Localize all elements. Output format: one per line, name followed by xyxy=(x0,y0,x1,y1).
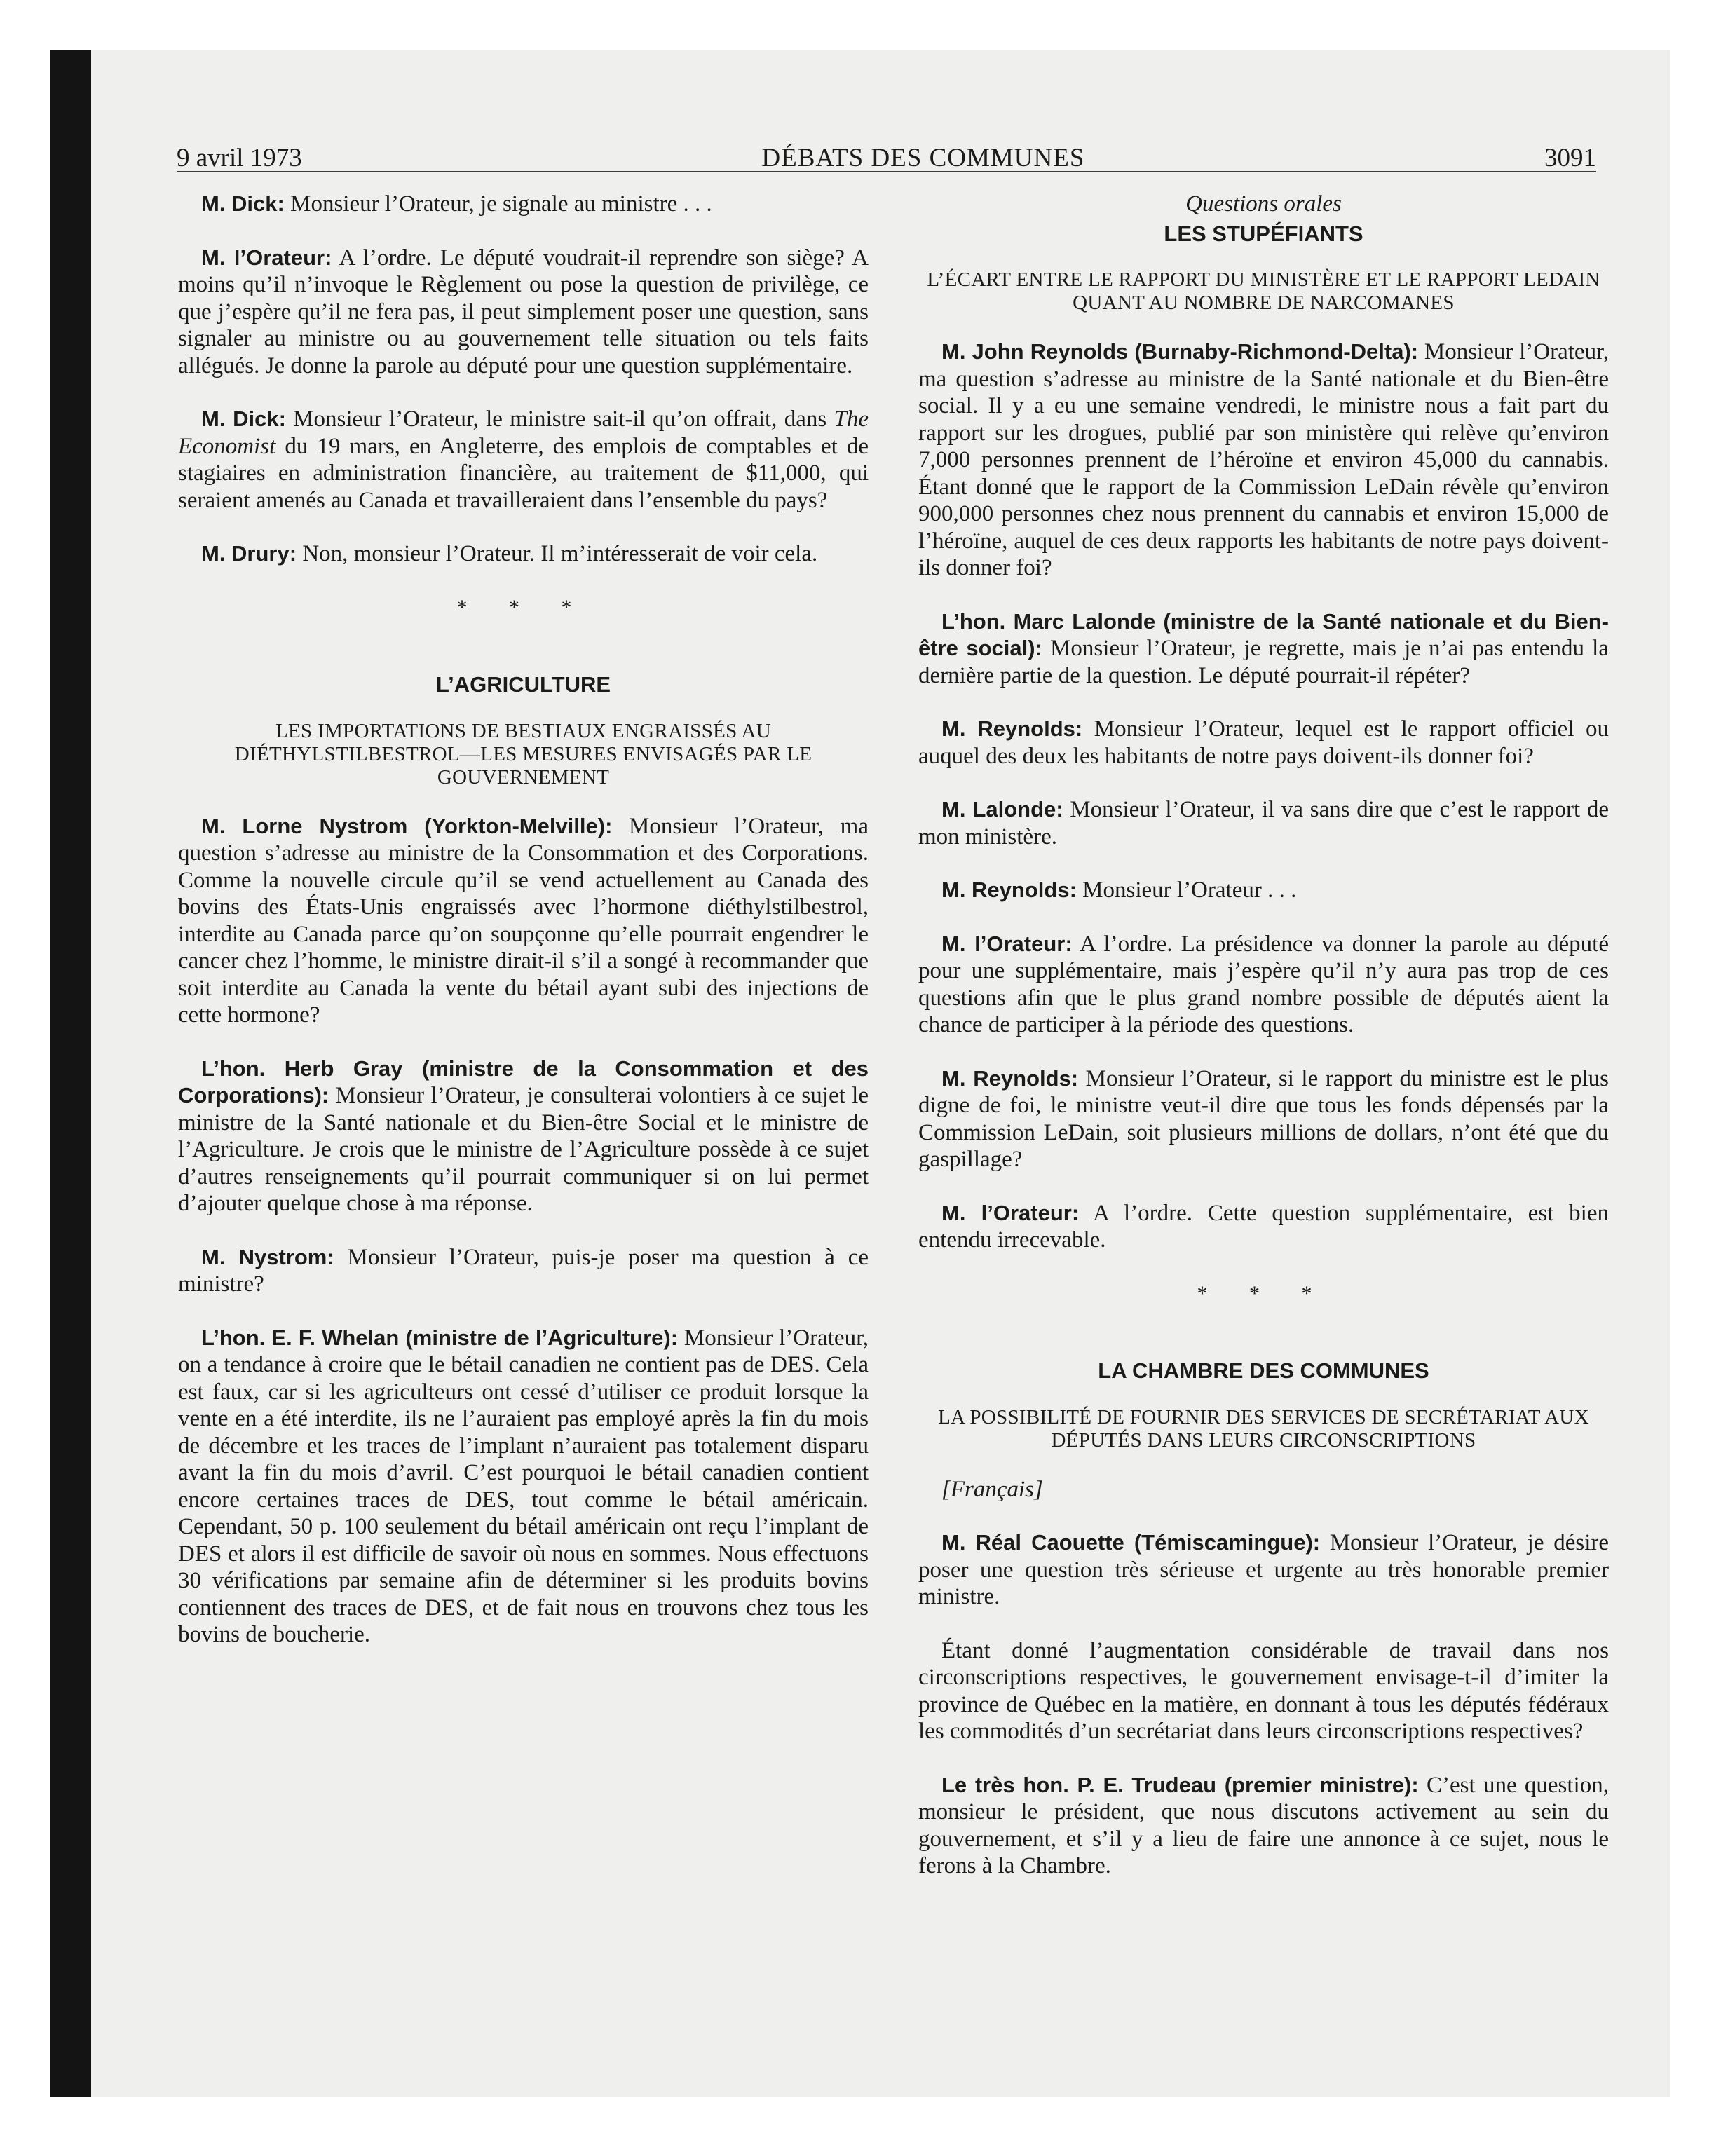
paragraph-text: A l’ordre. Le député voudrait-il reprendre son siège? A moins qu’il n’invoque le Règlement ou pose la question de privilège, ce que j’espère qu’il ne fera pas, il peut simplement poser une question, sans signaler au ministre ou au gouvernement telle situation ou tels faits allégués. Je donne la parole au député pour une question supplémentaire. xyxy=(178,245,869,378)
section-title: L’AGRICULTURE xyxy=(435,672,611,697)
left-column xyxy=(178,191,869,1675)
header-date: 9 avril 1973 xyxy=(177,144,302,172)
paragraph xyxy=(178,813,869,1029)
paragraph-text: A l’ordre. La présidence va donner la parole au député pour une supplémentaire, mais j’espère qu’il n’y aura pas trop de ces questions afin que le plus grand nombre possible de députés aient la chance de participer à la période des questions. xyxy=(918,931,1609,1037)
paragraph-text: Monsieur l’Orateur, le ministre sait-il qu’on offrait, dans xyxy=(285,407,834,432)
paragraph-text: Monsieur l’Orateur, ma question s’adresse au ministre de la Consommation et des Corporations. Comme la nouvelle circule qu’il se vend actuellement au Canada des bovins des États-Unis engraissés avec l’hormone diéthylstilbestrol, interdite au Canada parce qu’on soupçonne qu’elle pourrait engendrer le cancer chez l’homme, le ministre dirait-il s’il a songé à recommander que soit interdite au Canada la vente du bétail ayant subi des injections de cette hormone? xyxy=(178,813,869,1028)
right-column xyxy=(918,191,1609,1906)
speaker-name: M. Reynolds: xyxy=(941,878,1077,902)
speaker-name: L’hon. E. F. Whelan (ministre de l’Agriculture): xyxy=(201,1325,679,1350)
speaker-name: M. Réal Caouette (Témiscamingue): xyxy=(941,1530,1321,1555)
section-title: LES STUPÉFIANTS xyxy=(1164,221,1363,246)
paragraph-text: Non, monsieur l’Orateur. Il m’intéresserait de voir cela. xyxy=(297,541,818,566)
section-subtitle: LES IMPORTATIONS DE BESTIAUX ENGRAISSÉS AU DIÉTHYLSTILBESTROL—LES MESURES ENVISAGÉS PAR LE GOUVERNEMENT xyxy=(234,719,812,789)
section-subtitle: LA POSSIBILITÉ DE FOURNIR DES SERVICES DE SECRÉTARIAT AUX DÉPUTÉS DANS LEURS CIRCONSCRIPTIONS xyxy=(938,1405,1589,1452)
speaker-name: M. l’Orateur: xyxy=(941,1200,1080,1225)
speaker-name: M. Reynolds: xyxy=(941,1065,1079,1091)
speaker-name: M. Lorne Nystrom (Yorkton-Melville): xyxy=(201,813,613,838)
paragraph xyxy=(178,540,869,568)
section-subtitle: L’ÉCART ENTRE LE RAPPORT DU MINISTÈRE ET LE RAPPORT LEDAIN QUANT AU NOMBRE DE NARCOMANES xyxy=(927,268,1600,314)
paragraph-text: du 19 mars, en Angleterre, des emplois de comptables et de stagiaires en administration financière, au traitement de $11,000, qui seraient amenés au Canada et travailleraient dans l’ensemble du pays? xyxy=(178,433,869,513)
running-head xyxy=(177,137,1596,172)
paragraph-text: Monsieur l’Orateur, il va sans dire que c’est le rapport de mon ministère. xyxy=(918,797,1609,850)
paragraph xyxy=(178,245,869,380)
paragraph xyxy=(918,796,1609,850)
paragraph xyxy=(178,191,869,218)
paragraph-text: C’est une question, monsieur le président, que nous discutons activement au sein du gouvernement, et s’il y a lieu de faire une annonce à ce sujet, nous le ferons à la Chambre. xyxy=(918,1772,1609,1878)
paragraph xyxy=(178,1244,869,1298)
paragraph-text: Monsieur l’Orateur, puis-je poser ma question à ce ministre? xyxy=(178,1244,869,1297)
paragraph-text: A l’ordre. Cette question supplémentaire, est bien entendu irrecevable. xyxy=(918,1200,1609,1253)
paragraph-text: Monsieur l’Orateur, on a tendance à croire que le bétail canadien ne contient pas de DES. Cela est faux, car si les agriculteurs ont cessé d’utiliser ce produit lorsque la vente en a été interdite, ils ne l’auraient pas employé après la fin du mois de décembre et les traces de l’implant n’auraient pas totalement disparu avant la fin du mois d’avril. C’est pourquoi le bétail canadien contient encore certaines traces de DES, tout comme le bétail américain. Cependant, 50 p. 100 seulement du bétail américain ont reçu l’implant de DES et alors il est difficile de savoir où nous en sommes. Nous effectuons 30 vérifications par semaine afin de déterminer si les produits bovins contiennent des traces de DES, et de fait nous en trouvons chez tous les bovins de boucherie. xyxy=(178,1325,869,1647)
publication-title: The Economist xyxy=(178,407,869,459)
paragraph xyxy=(918,716,1609,770)
speaker-name: L’hon. Herb Gray (ministre de la Consommation et des Corporations): xyxy=(178,1056,869,1107)
speaker-name: M. Drury: xyxy=(201,541,297,566)
language-tag: [Français] xyxy=(941,1476,1043,1502)
speaker-name: M. Reynolds: xyxy=(941,716,1083,741)
paragraph xyxy=(178,406,869,514)
paragraph xyxy=(918,931,1609,1039)
paragraph xyxy=(178,1325,869,1649)
speaker-name: M. Dick: xyxy=(201,191,285,216)
paragraph xyxy=(918,1637,1609,1745)
paragraph-text: Monsieur l’Orateur, je désire poser une question très sérieuse et urgente au très honorable premier ministre. xyxy=(918,1530,1609,1609)
page-number: 3091 xyxy=(1544,144,1596,172)
paragraph xyxy=(918,877,1609,904)
paragraph xyxy=(918,1200,1609,1254)
paragraph xyxy=(918,339,1609,582)
speaker-name: M. Lalonde: xyxy=(941,797,1063,821)
paragraph xyxy=(918,608,1609,690)
paragraph-text: Monsieur l’Orateur, si le rapport du ministre est le plus digne de foi, le ministre veut-il dire que tous les fonds dépensés par la Commission LeDain, soit plusieurs millions de dollars, n’ont été que du gaspillage? xyxy=(918,1065,1610,1172)
paragraph xyxy=(178,1056,869,1217)
speaker-name: Le très hon. P. E. Trudeau (premier ministre): xyxy=(941,1772,1419,1797)
scan-border xyxy=(50,50,91,2097)
speaker-name: L’hon. Marc Lalonde (ministre de la Santé nationale et du Bien-être social): xyxy=(918,608,1609,660)
section-title: LA CHAMBRE DES COMMUNES xyxy=(1098,1358,1429,1383)
speaker-name: M. l’Orateur: xyxy=(941,931,1073,956)
paragraph xyxy=(918,1065,1609,1173)
speaker-name: M. John Reynolds (Burnaby-Richmond-Delta): xyxy=(941,339,1419,364)
paragraph xyxy=(918,1772,1609,1880)
paragraph-text: Monsieur l’Orateur, lequel est le rapport officiel ou auquel des deux les habitants de notre pays doivent-ils donner foi? xyxy=(918,716,1609,769)
paragraph-text: Monsieur l’Orateur . . . xyxy=(1076,878,1297,903)
paragraph-text: Monsieur l’Orateur, ma question s’adresse au ministre de la Santé nationale et du Bien-être social. Il y a eu une semaine vendredi, le ministre nous a fait part du rapport sur les drogues, publié par son ministère qui relève qu’environ 7,000 personnes prennent de l’héroïne et environ 45,000 du cannabis. Étant donné que le rapport de la Commission LeDain révèle qu’environ 900,000 personnes chez nous prennent du cannabis et environ 15,000 de l’héroïne, auquel de ces deux rapports les habitants de notre pays doivent-ils donner foi? xyxy=(918,339,1609,580)
paragraph-text: Monsieur l’Orateur, je regrette, mais je n’ai pas entendu la dernière partie de la question. Le député pourrait-il répéter? xyxy=(918,636,1609,688)
header-title: DÉBATS DES COMMUNES xyxy=(761,144,1085,172)
section-divider: * * * xyxy=(1197,1281,1331,1305)
paragraph-text: Monsieur l’Orateur, je consulterai volontiers à ce sujet le ministre de la Santé nationale et du Bien-être Social et le ministre de l’Agriculture. Je crois que le ministre de l’Agriculture possède à ce sujet d’autres renseignements qu’il pourrait communiquer si on lui permet d’ajouter quelque chose à ma réponse. xyxy=(178,1083,869,1216)
speaker-name: M. Dick: xyxy=(201,407,286,431)
paragraph-text: Étant donné l’augmentation considérable de travail dans nos circonscriptions respectives, le gouvernement envisage-t-il d’imiter la province de Québec en la matière, en donnant à tous les députés fédéraux les commodités d’un secrétariat dans leurs circonscriptions respectives? xyxy=(918,1637,1609,1744)
section-kicker: Questions orales xyxy=(1185,191,1342,217)
section-divider: * * * xyxy=(456,595,590,619)
speaker-name: M. Nystrom: xyxy=(201,1244,334,1269)
speaker-name: M. l’Orateur: xyxy=(201,245,332,270)
paragraph-text: Monsieur l’Orateur, je signale au ministre . . . xyxy=(284,191,712,217)
paragraph xyxy=(918,1529,1609,1611)
